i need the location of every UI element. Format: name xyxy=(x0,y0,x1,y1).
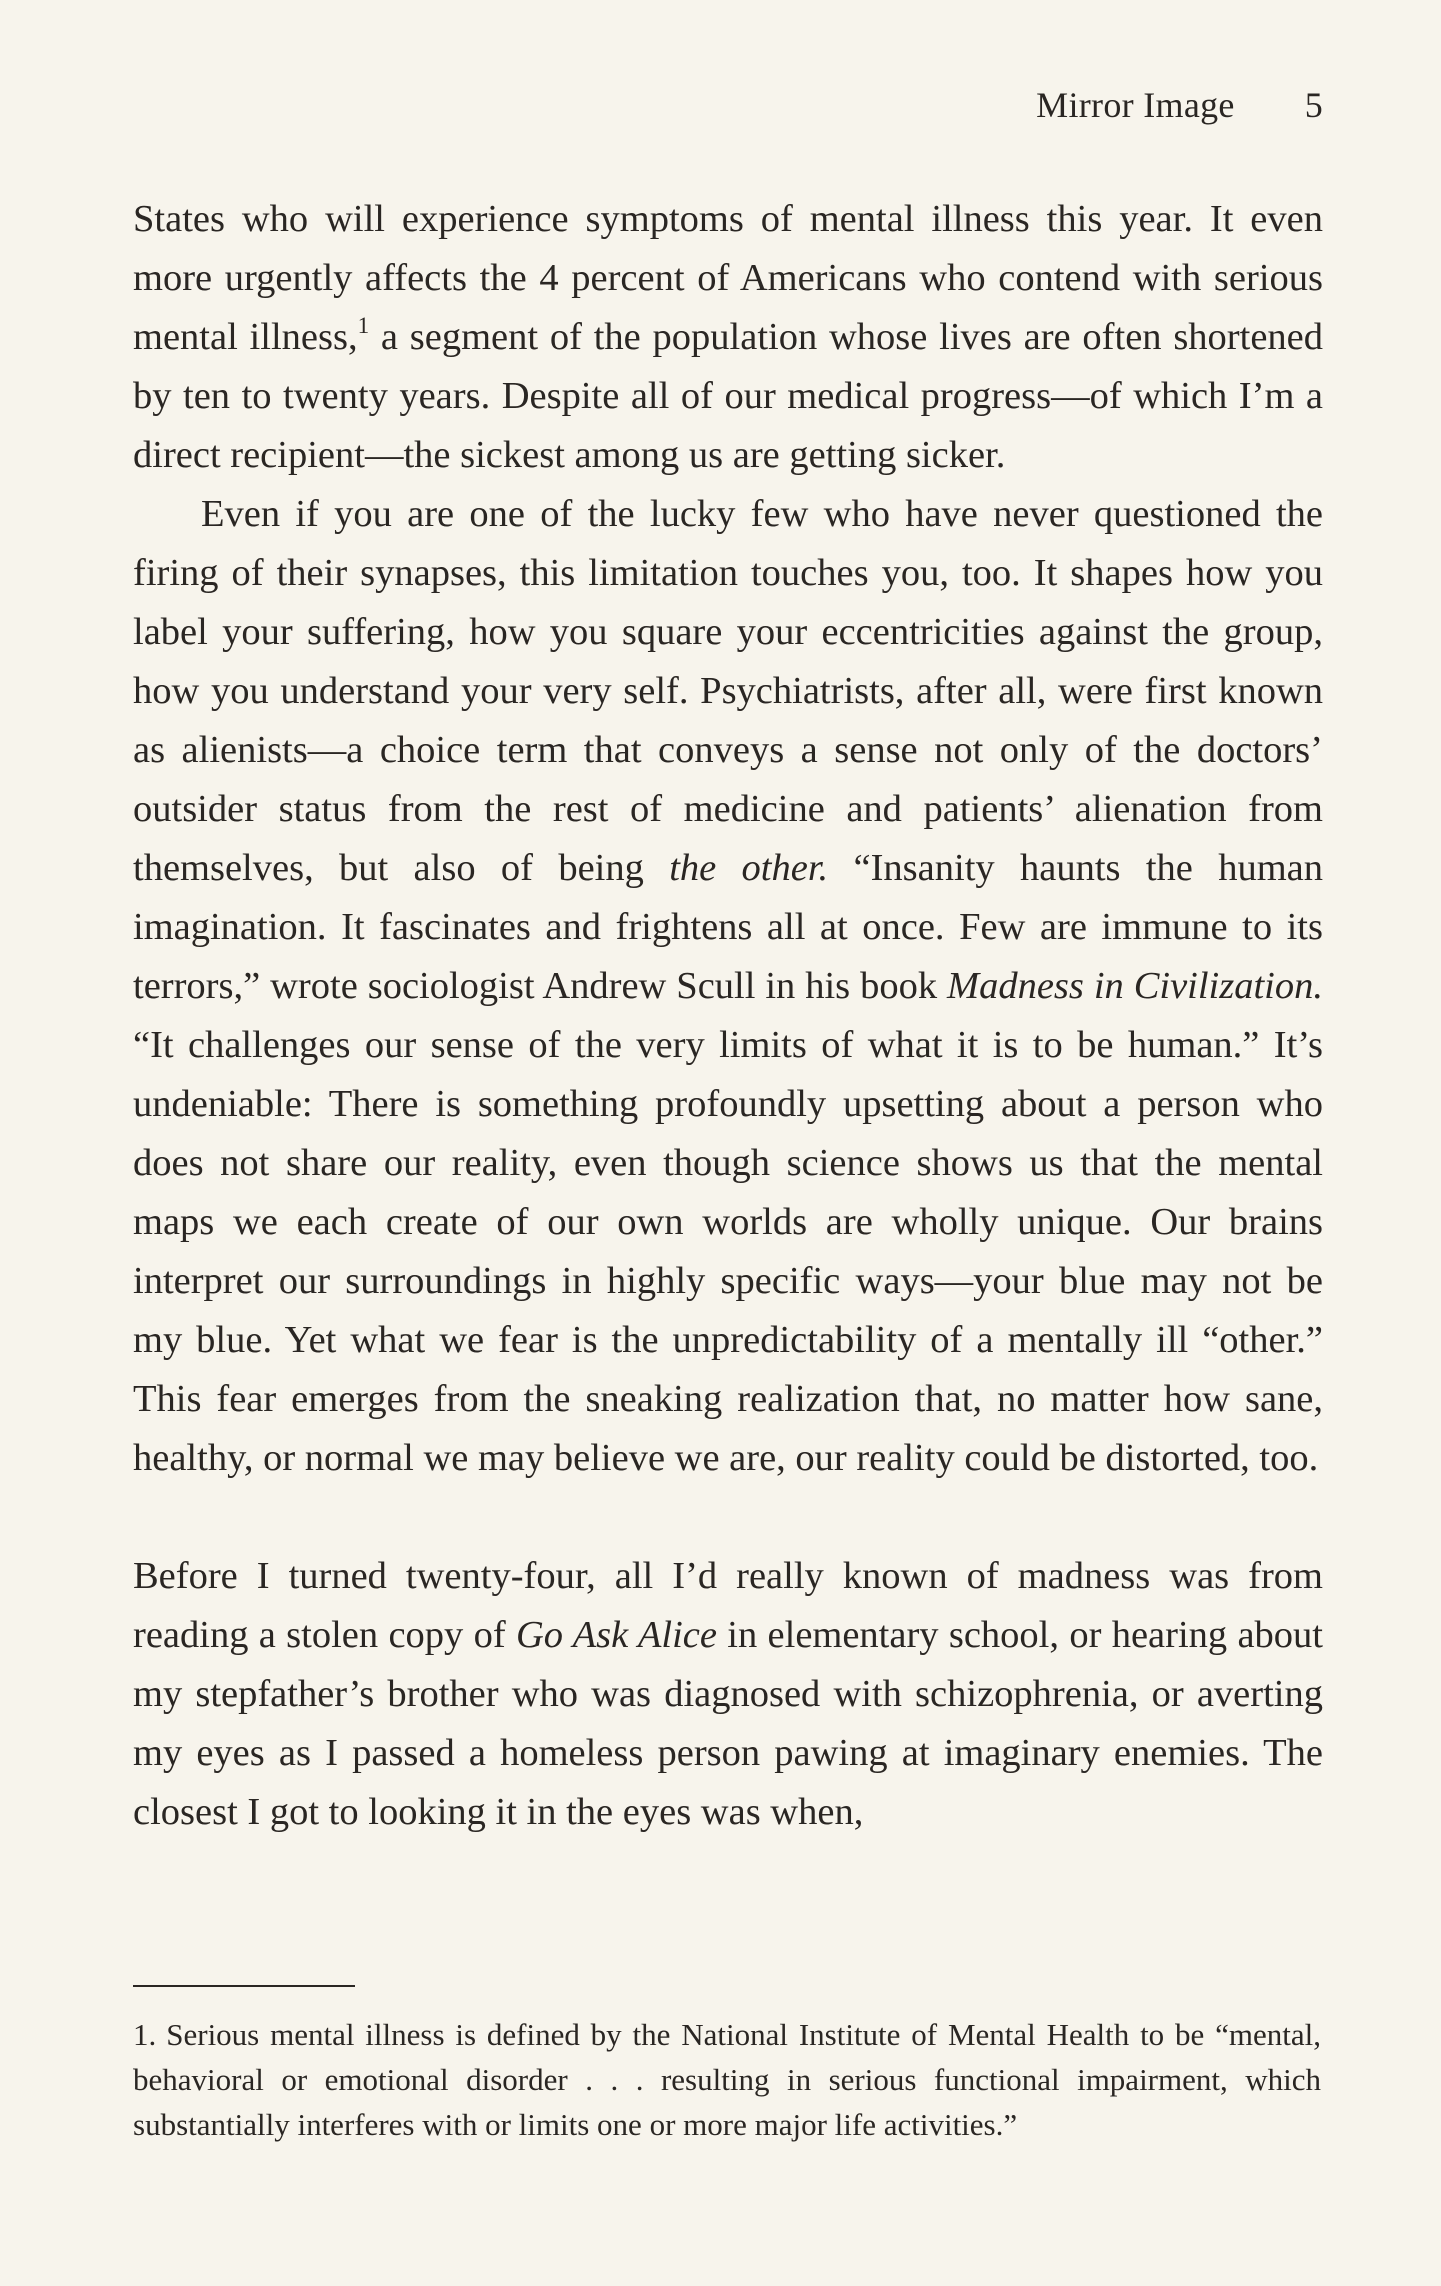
paragraph-1-text-b: a segment of the population whose lives are often shortened by ten to twenty years. Despite all of our medical progress—of which I’m a direct recipient—the sickest among us are getting sicker. xyxy=(133,316,1323,476)
paragraph-3 xyxy=(133,1547,1323,1842)
running-head xyxy=(1036,84,1323,126)
paragraph-2-text-a: Even if you are one of the lucky few who have never questioned the firing of their synapses, this limitation touches you, too. It shapes how you label your suffering, how you square your eccentricities against the group, how you understand your very self. Psychiatrists, after all, were first known as alienists—a choice term that conveys a sense not only of the doctors’ outsider status from the rest of medicine and patients’ alienation from themselves, but also of being xyxy=(133,493,1323,889)
footnote-text: Serious mental illness is defined by the National Institute of Mental Health to be “mental, behavioral or emotional disorder . . . resulting in serious functional impairment, which substantially interferes with or limits one or more major life activities.” xyxy=(133,2017,1321,2142)
body-text xyxy=(133,190,1323,1842)
footnote-number: 1. xyxy=(133,2017,157,2052)
paragraph-1-text-a: States who will experience symptoms of mental illness this year. It even more urgently affects the 4 percent of Americans who contend with serious mental illness, xyxy=(133,198,1323,358)
paragraph-2 xyxy=(133,485,1323,1488)
footnote xyxy=(133,2012,1321,2147)
page-number: 5 xyxy=(1304,85,1323,125)
paragraph-1 xyxy=(133,190,1323,485)
paragraph-3-text-b: in elementary school, or hearing about my stepfather’s brother who was diagnosed with schizophrenia, or averting my eyes as I passed a homeless person pawing at imaginary enemies. The closest I got to looking it in the eyes was when, xyxy=(133,1614,1323,1833)
paragraph-2-text-b: “Insanity haunts the human imagination. It fascinates and frightens all at once. Few are immune to its terrors,” wrote sociologist Andrew Scull in his book xyxy=(133,847,1323,1007)
emphasis-the-other: the other. xyxy=(669,847,829,889)
footnote-reference: 1 xyxy=(357,311,370,338)
running-head-title: Mirror Image xyxy=(1036,85,1235,125)
paragraph-3-text-a: Before I turned twenty-four, all I’d really known of madness was from reading a stolen copy of xyxy=(133,1555,1323,1656)
paragraph-2-text-c: “It challenges our sense of the very limits of what it is to be human.” It’s undeniable: There is something profoundly upsetting about a person who does not share our reality, even though science shows us that the mental maps we each create of our own worlds are wholly unique. Our brains interpret our surroundings in highly specific ways—your blue may not be my blue. Yet what we fear is the unpredictability of a mentally ill “other.” This fear emerges from the sneaking realization that, no matter how sane, healthy, or normal we may believe we are, our reality could be distorted, too. xyxy=(133,1024,1323,1479)
book-title-go-ask-alice: Go Ask Alice xyxy=(515,1614,717,1656)
book-title-madness-in-civilization: Madness in Civilization. xyxy=(947,965,1323,1007)
footnote-divider xyxy=(133,1985,355,1987)
